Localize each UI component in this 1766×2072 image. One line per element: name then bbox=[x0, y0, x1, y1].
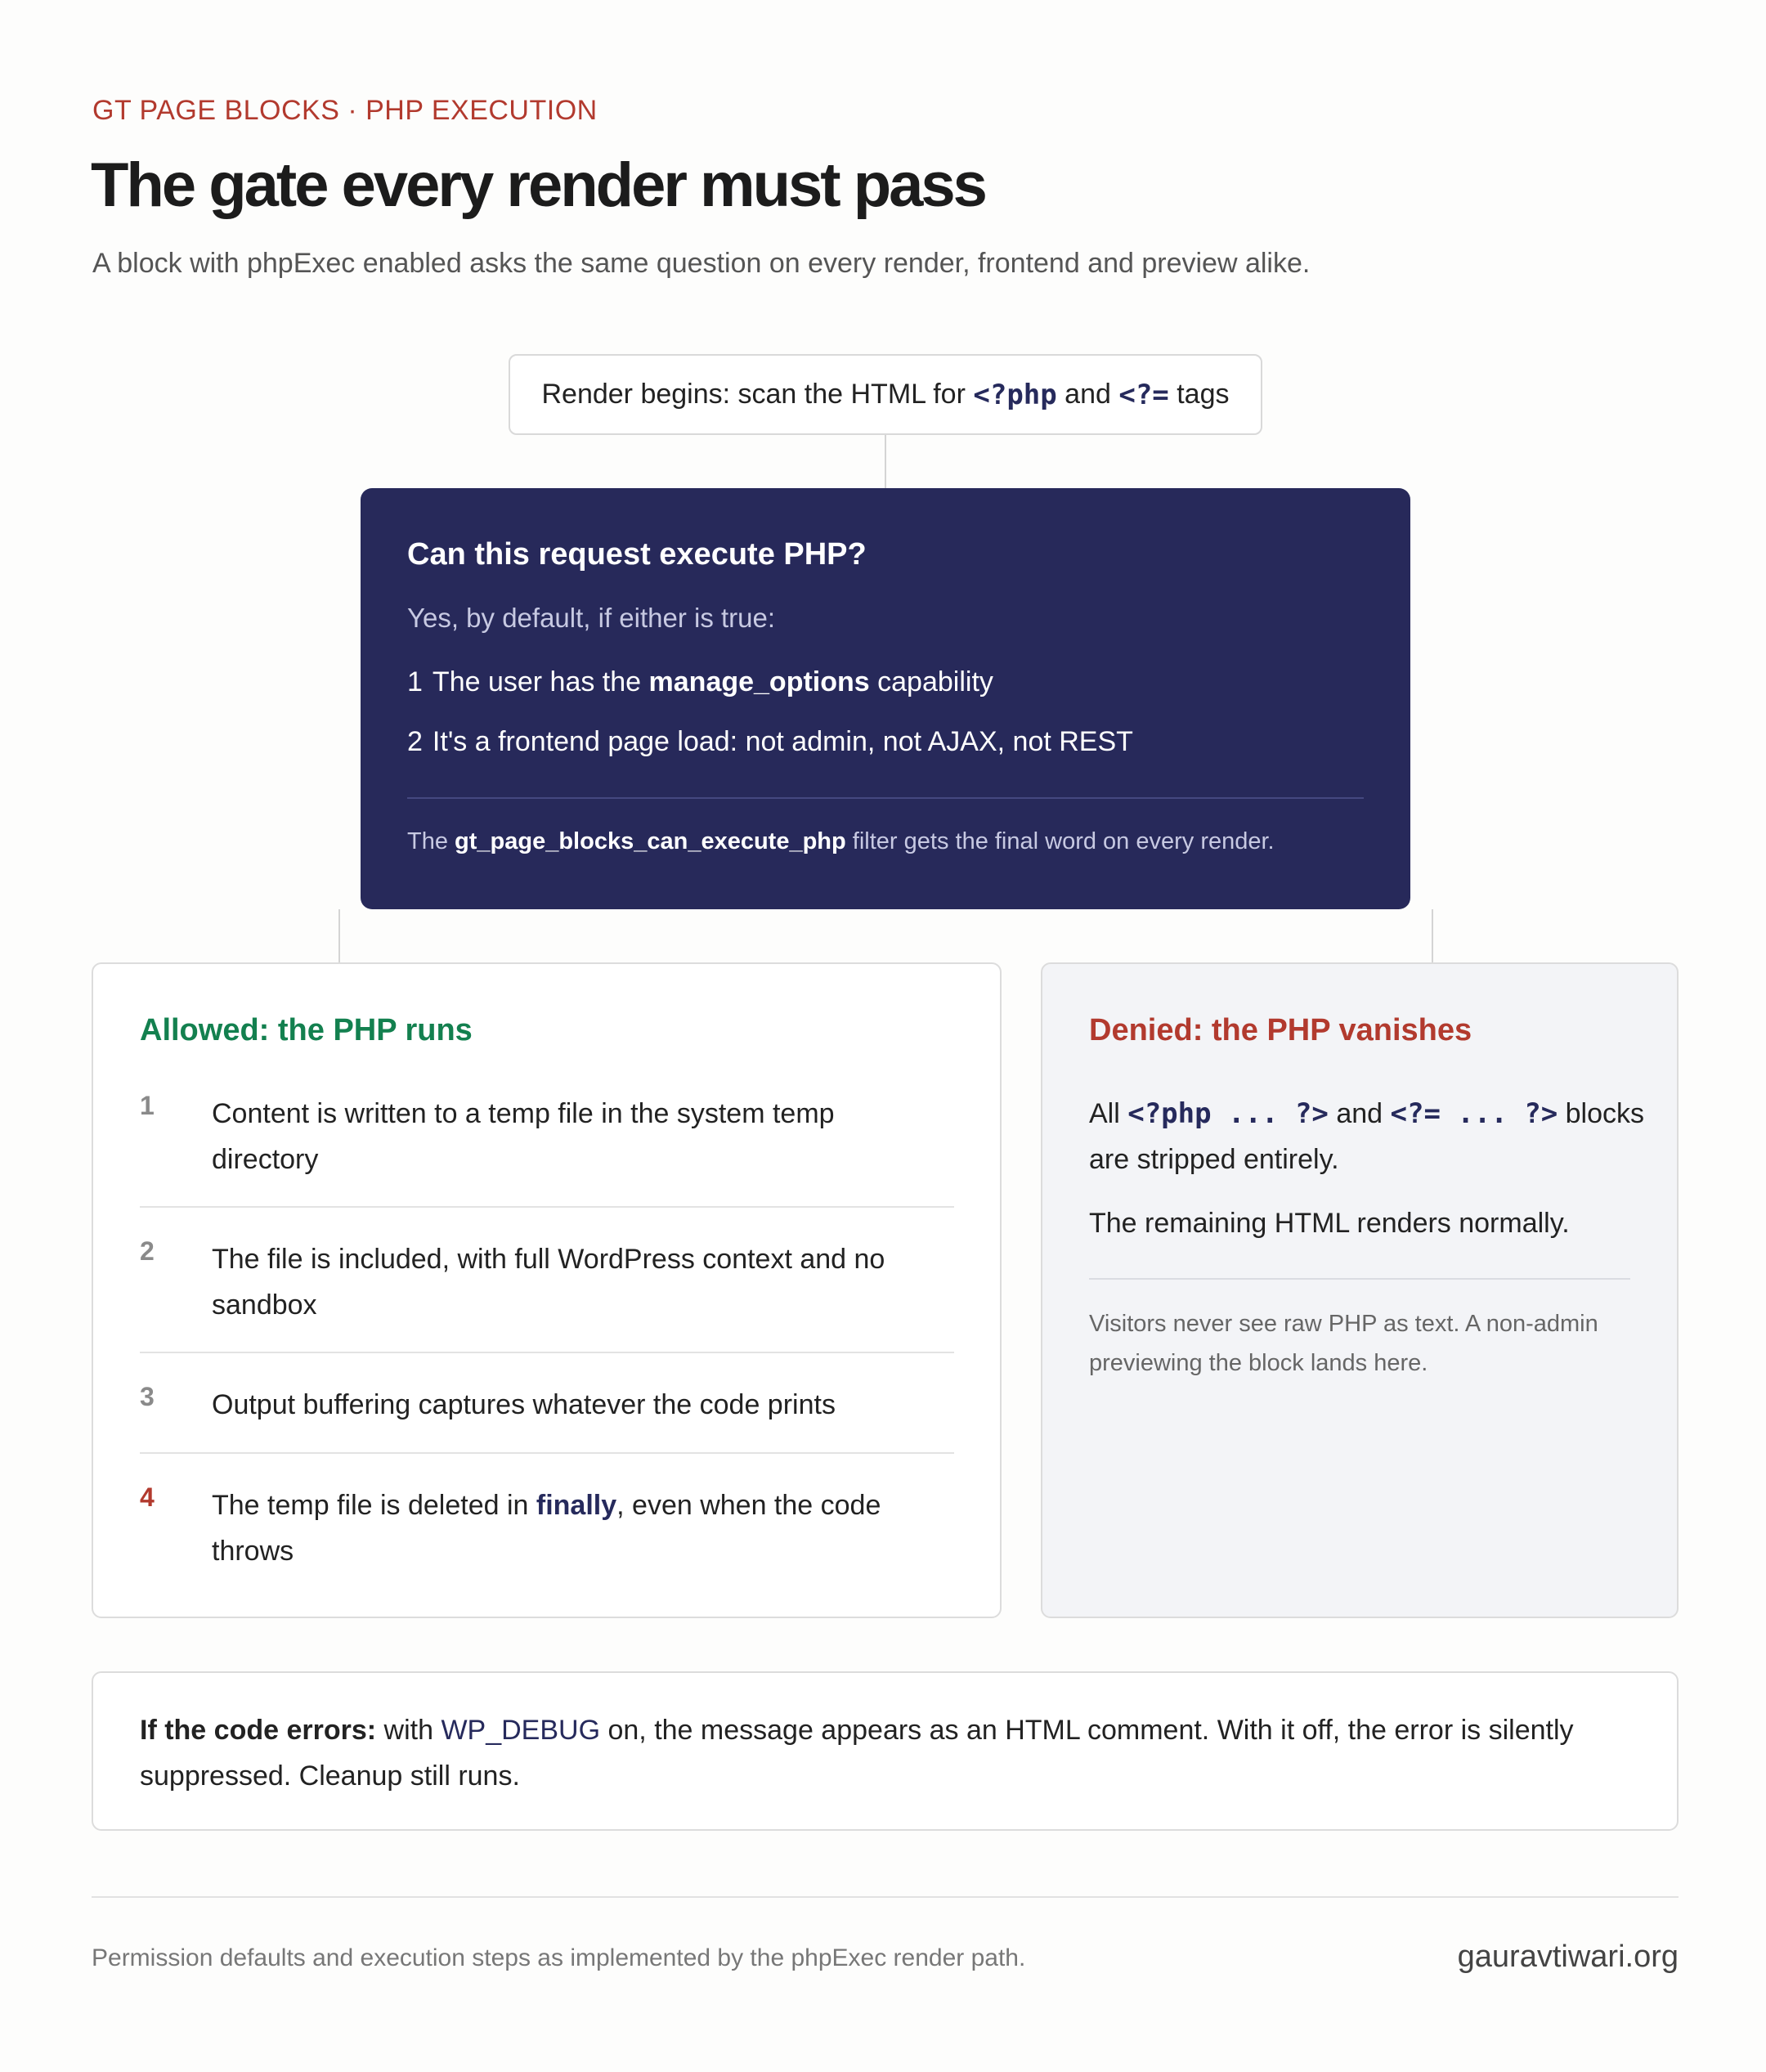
condition-text: It's a frontend page load: not admin, not AJAX, not REST bbox=[432, 726, 1133, 757]
connector-gate-denied bbox=[1432, 909, 1433, 962]
step-text bbox=[212, 1482, 948, 1574]
condition-text: The user has the bbox=[432, 666, 649, 697]
php-echo-block-code: <?= ... ?> bbox=[1390, 1097, 1558, 1130]
gate-condition-1 bbox=[407, 666, 993, 698]
step-number: 1 bbox=[140, 1091, 155, 1120]
condition-number: 1 bbox=[407, 666, 423, 697]
step-text: The file is included, with full WordPress context and no sandbox bbox=[212, 1244, 885, 1321]
footer-divider bbox=[92, 1896, 1679, 1898]
step-text: Output buffering captures whatever the code prints bbox=[212, 1389, 836, 1420]
allowed-title: Allowed: the PHP runs bbox=[140, 1013, 473, 1047]
permission-gate-box bbox=[361, 488, 1410, 909]
finally-keyword: finally bbox=[536, 1490, 617, 1521]
step-number: 2 bbox=[140, 1236, 155, 1266]
gate-intro: Yes, by default, if either is true: bbox=[407, 603, 776, 633]
step-text-before: The temp file is deleted in bbox=[212, 1490, 536, 1521]
render-start-box bbox=[509, 354, 1262, 435]
eyebrow: GT PAGE BLOCKS · PHP EXECUTION bbox=[92, 95, 598, 126]
php-echo-tag: <?= bbox=[1118, 378, 1169, 411]
gate-condition-2 bbox=[407, 726, 1133, 758]
page-subtitle: A block with phpExec enabled asks the same question on every render, frontend and preview alike. bbox=[92, 248, 1311, 279]
step-text-after: , even when the code throws bbox=[212, 1490, 889, 1567]
condition-number: 2 bbox=[407, 726, 423, 757]
step-number: 4 bbox=[140, 1482, 155, 1512]
error-callout bbox=[92, 1671, 1679, 1831]
gate-title: Can this request execute PHP? bbox=[407, 537, 867, 572]
step-divider bbox=[140, 1352, 954, 1353]
step-text: Content is written to a temp file in the system temp directory bbox=[212, 1098, 835, 1175]
connector-gate-allowed bbox=[338, 909, 340, 962]
gate-divider bbox=[407, 797, 1364, 799]
callout-text bbox=[140, 1707, 1636, 1799]
callout-rest: on, the message appears as an HTML comment. With it off, the error is silently suppressed. Cleanup still runs. bbox=[140, 1715, 1581, 1792]
connector-start-gate bbox=[885, 435, 886, 488]
gate-filter-note bbox=[407, 828, 1275, 855]
denied-card bbox=[1041, 962, 1679, 1618]
start-prefix: Render begins: scan the HTML for bbox=[541, 379, 974, 410]
denied-note: Visitors never see raw PHP as text. A non-admin previewing the block lands here. bbox=[1089, 1311, 1598, 1376]
step-divider bbox=[140, 1452, 954, 1454]
php-open-tag: <?php bbox=[973, 378, 1057, 411]
php-block-code: <?php ... ?> bbox=[1127, 1097, 1329, 1130]
para-text-after: blocks are stripped entirely. bbox=[1089, 1098, 1652, 1175]
allowed-card bbox=[92, 962, 1002, 1618]
denied-title: Denied: the PHP vanishes bbox=[1089, 1013, 1472, 1047]
filter-name: gt_page_blocks_can_execute_php bbox=[455, 828, 846, 854]
denied-strip-text bbox=[1089, 1091, 1652, 1182]
note-text-after: filter gets the final word on every render. bbox=[845, 828, 1275, 854]
start-and: and bbox=[1056, 379, 1119, 410]
denied-divider bbox=[1089, 1278, 1630, 1280]
capability-name: manage_options bbox=[648, 666, 870, 697]
callout-lead: If the code errors: bbox=[140, 1715, 377, 1746]
denied-render-text: The remaining HTML renders normally. bbox=[1089, 1208, 1570, 1239]
footer-brand: gauravtiwari.org bbox=[1457, 1940, 1679, 1974]
note-text: The bbox=[407, 828, 455, 854]
start-suffix: tags bbox=[1168, 379, 1230, 410]
para-and: and bbox=[1328, 1098, 1391, 1129]
step-number: 3 bbox=[140, 1382, 155, 1411]
callout-with: with bbox=[376, 1715, 441, 1746]
footer-note: Permission defaults and execution steps as implemented by the phpExec render path. bbox=[92, 1944, 1026, 1971]
para-text: All bbox=[1089, 1098, 1128, 1129]
step-divider bbox=[140, 1206, 954, 1208]
wp-debug-constant: WP_DEBUG bbox=[441, 1715, 601, 1746]
page-title: The gate every render must pass bbox=[91, 150, 985, 220]
condition-text-after: capability bbox=[869, 666, 993, 697]
